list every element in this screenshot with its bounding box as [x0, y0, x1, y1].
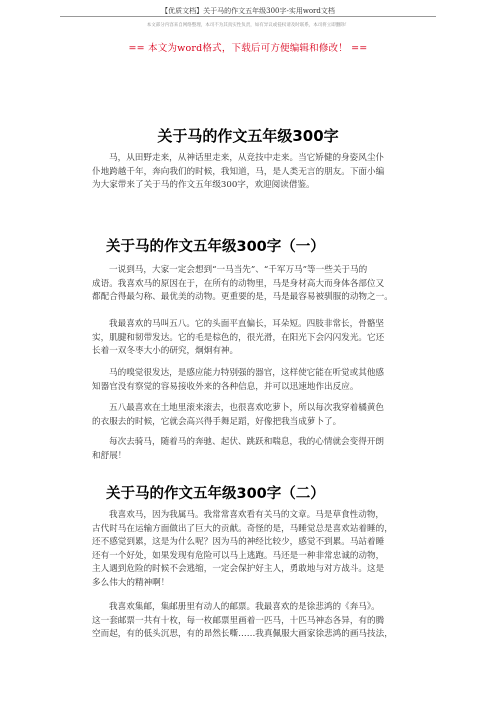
section-1-paragraph-3: 马的嗅觉很发达，是感应能力特别强的器官，这样使它能在听觉或其他感 知器官没有察觉的容易接收外来的各种信息，并可以迅速地作出反应。 [92, 368, 385, 392]
section-2-paragraph-2: 我喜欢集邮，集邮册里有动人的邮票。我最喜欢的是徐悲鸿的《奔马》。 这一套邮票一共有十枚，每一枚邮票里画着一匹马，十匹马神态各异，有的腾 空而起，有的低头沉思，有的昂然长嘶……我真佩服大画家徐悲鸿的画马技法， [92, 602, 393, 639]
word-format-notice: == 本文为word格式，下载后可方便编辑和修改！ == [128, 43, 368, 54]
document-title: 关于马的作文五年级300字 [157, 127, 339, 145]
section-2-heading: 关于马的作文五年级300字（二） [106, 486, 325, 502]
intro-paragraph: 马，从田野走来，从神话里走来，从竞技中走来。当它矫健的身姿风尘仆 仆地跨越千年，奔向我们的时候，我知道，马，是人类无言的朋友。下面小编 为大家带来了关于马的作文五年级300字，欢迎阅读借鉴。 [92, 153, 385, 190]
section-1-paragraph-5: 每次去骑马，随着马的奔驰、起伏、跳跃和喘息，我的心情就会变得开朗 和舒展！ [92, 437, 385, 461]
section-1-paragraph-4: 五八最喜欢在土地里滚来滚去，也很喜欢吃萝卜，所以每次我穿着橘黄色 的衣服去的时候，它就会高兴得手舞足蹈，好像把我当成萝卜了。 [92, 403, 385, 427]
page-header: 【优质文档】关于马的作文五年级300字-实用word文档 [161, 7, 335, 15]
disclaimer-text: 本文部分内容来自网络整理，本司不为其真实性负责，如有异议或侵权请及时联系，本司将立即删除！ [146, 23, 350, 28]
header-divider [60, 16, 436, 17]
section-1-heading: 关于马的作文五年级300字（一） [106, 239, 325, 255]
section-1-paragraph-2: 我最喜欢的马叫五八。它的头面平直偏长，耳朵短。四肢非常长，骨骼坚 实，肌腱和韧带发达。它的毛是棕色的，很光滑，在阳光下会闪闪发光。它还 长着一双冬枣大小的研究，炯炯有神。 [92, 319, 385, 356]
section-1-paragraph-1: 一说到马，大家一定会想到“一马当先”、“千军万马”等一些关于马的 成语。我喜欢马的原因在于，在所有的动物里，马是身材高大而身体各部位又 都配合得最匀称、最优美的动物。更重要的是，马是最容易被驯服的动物之一。 [92, 265, 393, 302]
section-2-paragraph-1: 我喜欢马，因为我属马。我常常喜欢看有关马的文章。马是草食性动物， 古代时马在运输方面做出了巨大的贡献。奇怪的是，马睡觉总是喜欢站着睡的， 还不感觉到累，这是为什么呢？因为马的神经比较少，感觉不到累。马站着睡 还有一个好处，如果发现有危险可以马上逃跑。马还是一种非常忠诚的动物， 主人遇到危险的时候不会逃缩，一定会保护好主人，勇敢地与对方战斗。这是 多么伟大的精神啊！ [92, 510, 393, 588]
